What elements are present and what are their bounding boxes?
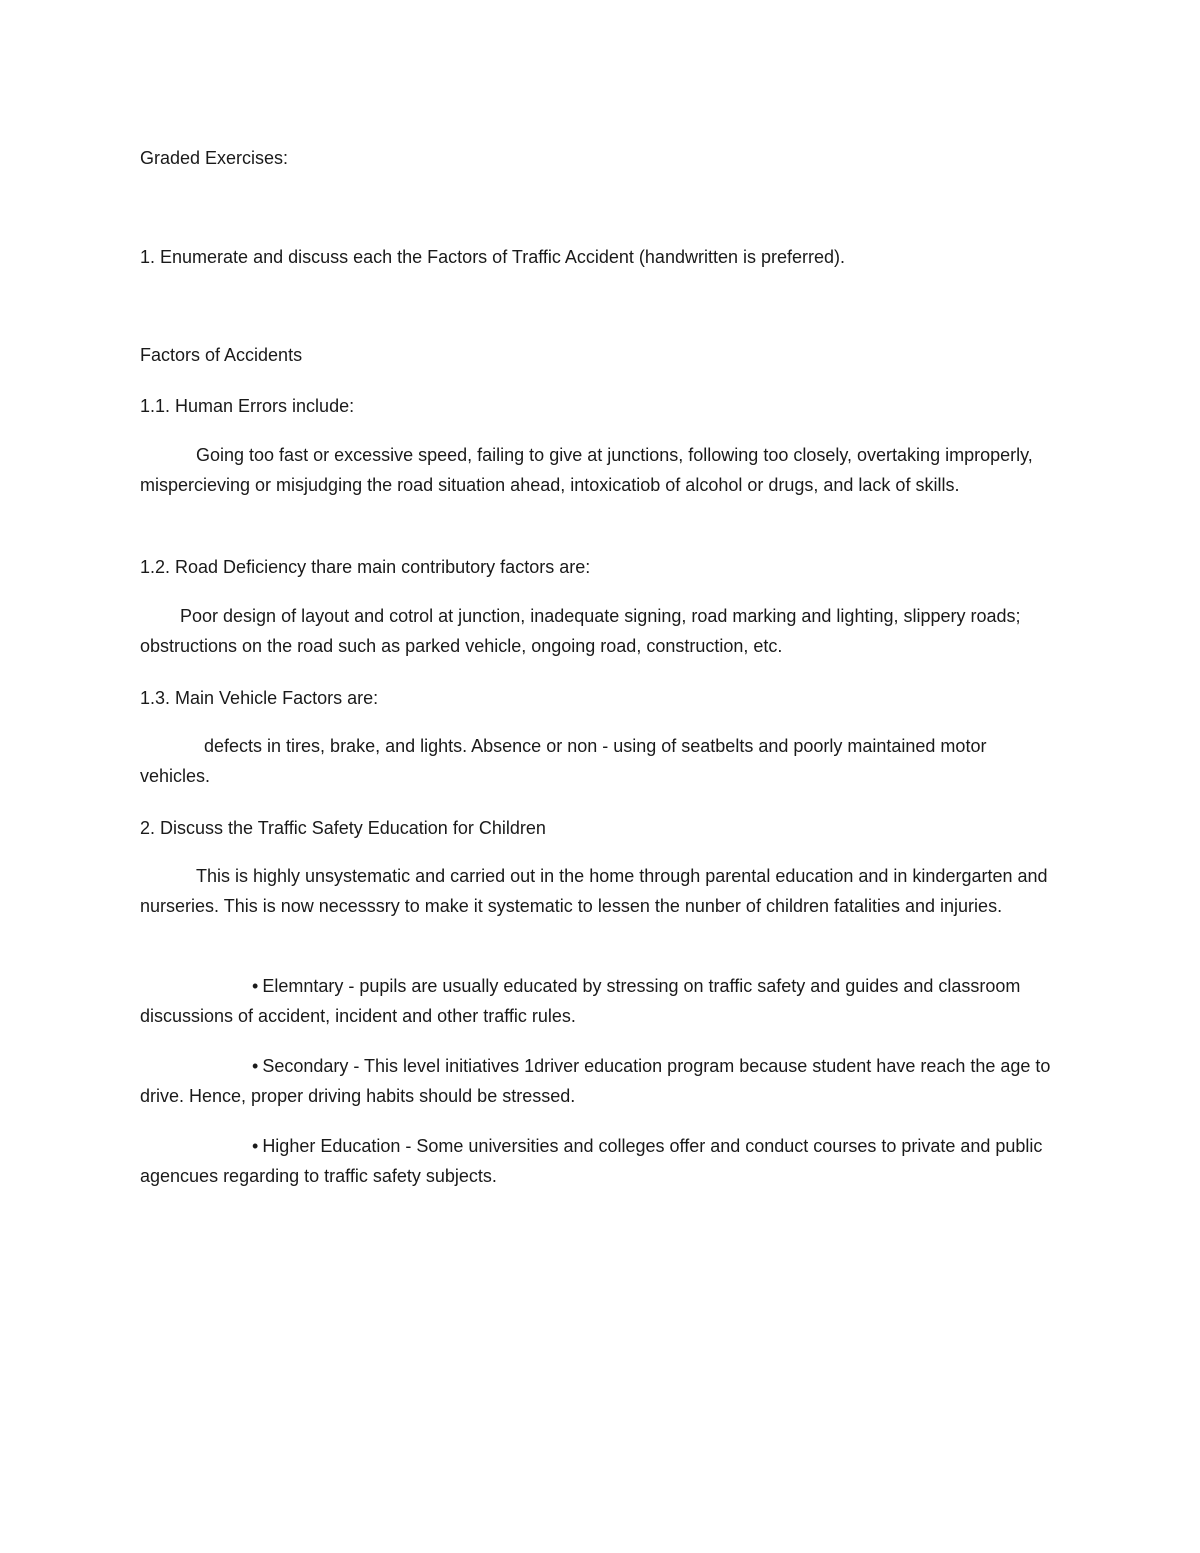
bullet-secondary-text: Secondary - This level initiatives 1driver education program because student have reach the age to drive. Hence, proper driving habits should be stressed.	[140, 1056, 1051, 1106]
vehicle-factors-body: defects in tires, brake, and lights. Absence or non - using of seatbelts and poorly maintained motor vehicles.	[140, 736, 987, 786]
bullet-higher-education-text: Higher Education - Some universities and colleges offer and conduct courses to private and public agencues regarding to traffic safety subjects.	[140, 1136, 1043, 1186]
bullet-higher-education	[140, 1131, 1060, 1191]
bullet-dot-icon: •	[252, 1056, 259, 1076]
road-deficiency-title: 1.2. Road Deficiency thare main contributory factors are:	[140, 557, 591, 577]
factors-title: Factors of Accidents	[140, 345, 303, 365]
human-errors-title: 1.1. Human Errors include:	[140, 396, 355, 416]
human-errors-body: Going too fast or excessive speed, failing to give at junctions, following too closely, overtaking improperly, mispercieving or misjudging the road situation ahead, intoxicatiob of alcohol or drugs, and lack of skills.	[140, 445, 1033, 495]
children-education-body: This is highly unsystematic and carried out in the home through parental education and in kindergarten and nurseries. This is now necesssry to make it systematic to lessen the nunber of children fatalities and injuries.	[140, 866, 1048, 916]
question-2: 2. Discuss the Traffic Safety Education for Children	[140, 818, 546, 838]
document-heading: Graded Exercises:	[140, 148, 289, 168]
bullet-elementary	[140, 971, 1060, 1031]
question-1: 1. Enumerate and discuss each the Factors of Traffic Accident (handwritten is preferred).	[140, 247, 846, 267]
bullet-dot-icon: •	[252, 1136, 259, 1156]
road-deficiency-body: Poor design of layout and cotrol at junction, inadequate signing, road marking and lighting, slippery roads; obstructions on the road such as parked vehicle, ongoing road, construction, etc.	[140, 606, 1021, 656]
bullet-secondary	[140, 1051, 1060, 1111]
bullet-elementary-text: Elemntary - pupils are usually educated by stressing on traffic safety and guides and classroom discussions of accident, incident and other traffic rules.	[140, 976, 1021, 1026]
bullet-dot-icon: •	[252, 976, 259, 996]
vehicle-factors-title: 1.3. Main Vehicle Factors are:	[140, 688, 379, 708]
